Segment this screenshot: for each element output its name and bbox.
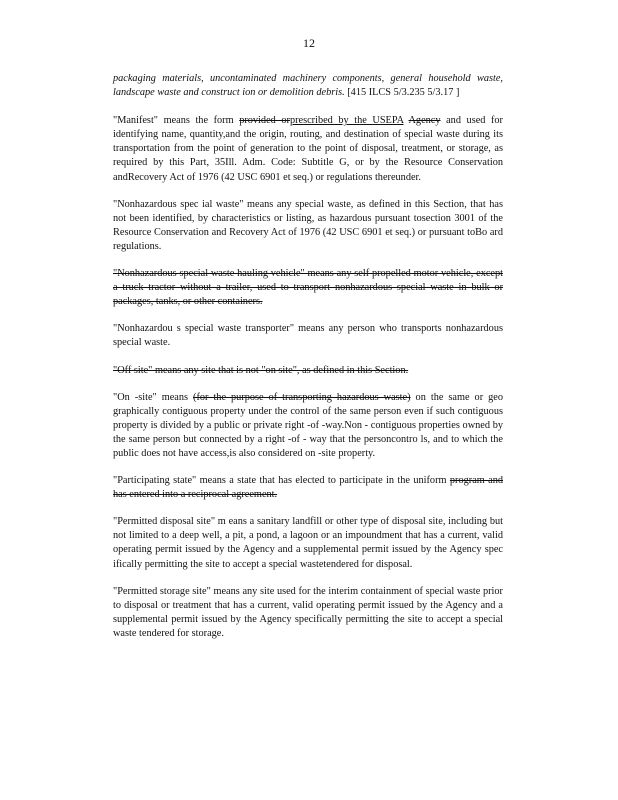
on-site-deleted-text: (for the purpose of transporting hazardous waste) (193, 391, 411, 403)
page-number: 12 (303, 36, 315, 50)
manifest-deleted-text-1: provided or (239, 115, 290, 127)
paragraph-on-site (113, 391, 503, 461)
paragraph-nonhazardous-special-waste (113, 198, 503, 254)
manifest-inserted-text: prescribed by the USEPA (289, 115, 404, 127)
storage-site-text: "Permitted storage site" means any site used for the interim containment of special waste prior to disposal or treatment that has a current, valid operating permit issued by the Agency and a supplemental permit issued by the Agency specifically permitting the site to accept a special waste tendered for storage. (113, 585, 503, 639)
nonhazardous-waste-text: "Nonhazardous spec ial waste" means any special waste, as defined in this Section, that has not been identified, by characteristics or listing, as hazardous pursuant tosection 3001 of the Resource Conservation and Recovery Act of 1976 (42 USC 6901 et seq.) or pursuant toBo ard regulations. (113, 198, 503, 252)
paragraph-hauling-vehicle-deleted (113, 267, 503, 309)
manifest-deleted-text-2: Agency (408, 115, 441, 127)
on-site-body-text: on the same or geo graphically contiguous property under the control of the same person even if such contiguous property is divided by a public or private right -of -way.Non - contiguous properties owned by the same person but connected by a right -of - way that the personcontro ls, and to which the public does not have access,is also considered on -site property. (113, 391, 503, 459)
transporter-text: "Nonhazardou s special waste transporter" means any person who transports nonhazardous special waste. (113, 323, 503, 349)
waste-list-text: packaging materials, uncontaminated machinery components, general household waste, landscape waste and construct ion or demolition debris. (113, 73, 503, 99)
manifest-body-text: and used for identifying name, quantity,and the origin, routing, and destination of special waste during its transportation from the point of generation to the point of disposal, treatment, or storage, as required by this Part, 35Ill. Adm. Code: Subtitle G, or by the Resource Conservation andRecovery Act of 1976 (42 USC 6901 et seq.) or regulations thereunder. (113, 115, 503, 183)
paragraph-permitted-storage-site (113, 585, 503, 641)
hauling-vehicle-text: "Nonhazardous special waste hauling vehicle" means any self propelled motor vehicle, except a truck tractor without a trailer, used to transport nonhazardous special waste in bulk or packages, tanks, or other containers. (113, 268, 503, 308)
document-body (113, 72, 503, 654)
disposal-site-text: "Permitted disposal site" m eans a sanitary landfill or other type of disposal site, including but not limited to a deep well, a pit, a pond, a lagoon or an impoundment that has a current, valid operating permit issued by the Agency and a supplemental permit issued by the Agency spec ifically permitting the site to accept a special wastetendered for disposal. (113, 516, 503, 570)
paragraph-manifest (113, 114, 503, 184)
participating-state-text: "Participating state" means a state that has elected to participate in the uniform (113, 475, 447, 487)
paragraph-off-site-deleted (113, 364, 503, 378)
statute-citation: [415 ILCS 5/3.235 5/3.17 ] (347, 87, 460, 99)
participating-state-deleted-text: program and has entered into a reciprocal agreement. (113, 475, 504, 501)
paragraph-permitted-disposal-site (113, 515, 503, 571)
paragraph-transporter (113, 322, 503, 350)
paragraph-participating-state (113, 474, 503, 502)
on-site-lead-text: "On -site" means (113, 391, 189, 403)
paragraph-waste-definition-tail (113, 72, 503, 100)
off-site-text: "Off site" means any site that is not "on site", as defined in this Section. (113, 364, 409, 376)
manifest-lead-text: "Manifest" means the form (113, 115, 234, 127)
